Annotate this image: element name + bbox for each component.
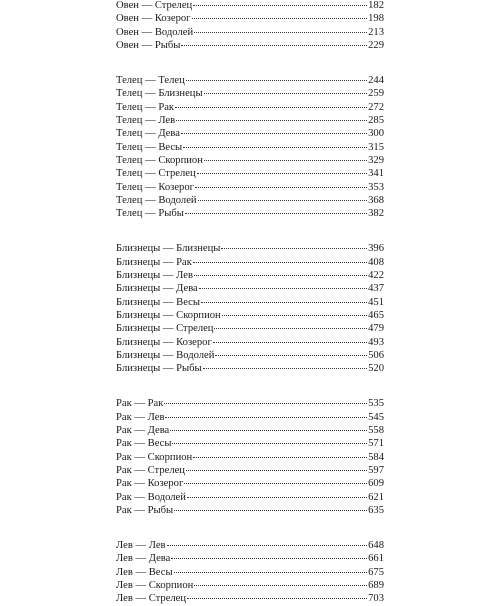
toc-entry-title: Овен — Водолей <box>116 26 194 38</box>
toc-entry-page-number: 675 <box>368 566 384 578</box>
toc-entry-title: Телец — Дева <box>116 128 180 140</box>
dot-leader <box>195 180 367 188</box>
dot-leader <box>165 410 367 418</box>
dot-leader <box>181 126 367 134</box>
toc-entry-page-number: 198 <box>368 13 384 25</box>
toc-entry-title: Близнецы — Стрелец <box>116 323 214 335</box>
toc-entry-title: Рак — Рак <box>116 398 164 410</box>
toc-entry-page-number: 182 <box>368 0 384 11</box>
dot-leader <box>199 281 367 289</box>
toc-entry-title: Близнецы — Скорпион <box>116 309 221 321</box>
toc-entry-page-number: 244 <box>368 75 384 87</box>
toc-entry[interactable] <box>116 411 384 424</box>
toc-entry[interactable] <box>116 141 384 154</box>
toc-entry-page-number: 315 <box>368 141 384 153</box>
dot-leader <box>187 591 367 599</box>
dot-leader <box>187 490 367 498</box>
toc-entry[interactable] <box>116 167 384 180</box>
dot-leader <box>204 86 368 94</box>
toc-entry[interactable] <box>116 336 384 349</box>
toc-entry-title: Рак — Стрелец <box>116 464 185 476</box>
toc-entry[interactable] <box>116 464 384 477</box>
toc-entry-title: Телец — Телец <box>116 75 185 87</box>
toc-entry-title: Овен — Козерог <box>116 13 191 25</box>
dot-leader <box>167 538 368 546</box>
toc-entry[interactable] <box>116 26 384 39</box>
toc-entry[interactable] <box>116 437 384 450</box>
toc-entry-title: Рак — Лев <box>116 411 165 423</box>
toc-entry-page-number: 353 <box>368 181 384 193</box>
dot-leader <box>183 140 367 148</box>
toc-entry[interactable] <box>116 127 384 140</box>
toc-entry-page-number: 506 <box>368 349 384 361</box>
dot-leader <box>194 268 367 276</box>
toc-entry-title: Телец — Рыбы <box>116 208 184 220</box>
toc-entry-title: Лев — Весы <box>116 566 173 578</box>
toc-entry-title: Близнецы — Близнецы <box>116 243 221 255</box>
toc-entry-page-number: 272 <box>368 101 384 113</box>
toc-entry-page-number: 520 <box>368 363 384 375</box>
toc-entry-page-number: 382 <box>368 208 384 220</box>
dot-leader <box>201 295 367 303</box>
toc-entry[interactable] <box>116 269 384 282</box>
toc-entry-page-number: 621 <box>368 491 384 503</box>
dot-leader <box>193 0 367 6</box>
toc-entry[interactable] <box>116 87 384 100</box>
toc-entry-title: Рак — Дева <box>116 425 170 437</box>
toc-entry[interactable] <box>116 12 384 25</box>
dot-leader <box>164 396 367 404</box>
toc-entry[interactable] <box>116 424 384 437</box>
toc-entry[interactable] <box>116 322 384 335</box>
dot-leader <box>203 361 367 369</box>
dot-leader <box>174 565 368 573</box>
dot-leader <box>221 241 367 249</box>
toc-entry-title: Телец — Рак <box>116 101 175 113</box>
dot-leader <box>215 348 367 356</box>
toc-entry-title: Телец — Скорпион <box>116 154 203 166</box>
toc-entry-page-number: 422 <box>368 270 384 282</box>
toc-entry-title: Овен — Рыбы <box>116 39 181 51</box>
toc-entry-page-number: 229 <box>368 39 384 51</box>
group-separator <box>116 52 384 74</box>
toc-entry-page-number: 597 <box>368 464 384 476</box>
toc-entry-page-number: 437 <box>368 283 384 295</box>
dot-leader <box>186 73 367 81</box>
dot-leader <box>181 38 367 46</box>
toc-entry-page-number: 661 <box>368 553 384 565</box>
group-separator <box>116 517 384 539</box>
toc-entry-page-number: 285 <box>368 115 384 127</box>
toc-entry-title: Близнецы — Весы <box>116 296 200 308</box>
dot-leader <box>197 166 367 174</box>
toc-entry-title: Рак — Козерог <box>116 478 184 490</box>
toc-entry-page-number: 689 <box>368 579 384 591</box>
toc-entry-title: Близнецы — Рыбы <box>116 363 202 375</box>
toc-entry-page-number: 451 <box>368 296 384 308</box>
dot-leader <box>185 206 367 214</box>
toc-entry-page-number: 493 <box>368 336 384 348</box>
dot-leader <box>194 25 367 33</box>
toc-entry[interactable] <box>116 242 384 255</box>
toc-entry[interactable] <box>116 592 384 605</box>
dot-leader <box>213 335 367 343</box>
toc-group <box>116 74 384 220</box>
toc-entry-page-number: 300 <box>368 128 384 140</box>
toc-entry[interactable] <box>116 114 384 127</box>
toc-entry-title: Телец — Весы <box>116 141 183 153</box>
toc-entry[interactable] <box>116 101 384 114</box>
dot-leader <box>170 423 367 431</box>
toc-entry[interactable] <box>116 39 384 52</box>
dot-leader <box>222 308 367 316</box>
toc-entry[interactable] <box>116 207 384 220</box>
toc-group <box>116 0 384 52</box>
dot-leader <box>198 193 368 201</box>
toc-entry-title: Телец — Козерог <box>116 181 194 193</box>
toc-entry[interactable] <box>116 282 384 295</box>
group-separator <box>116 220 384 242</box>
dot-leader <box>194 578 367 586</box>
dot-leader <box>192 11 368 19</box>
toc-entry[interactable] <box>116 194 384 207</box>
toc-entry-title: Рак — Водолей <box>116 491 186 503</box>
toc-entry-page-number: 558 <box>368 425 384 437</box>
dot-leader <box>176 113 367 121</box>
toc-entry-title: Телец — Водолей <box>116 194 197 206</box>
toc-entry-title: Близнецы — Дева <box>116 283 198 295</box>
dot-leader <box>186 463 367 471</box>
toc-entry-title: Лев — Стрелец <box>116 593 187 605</box>
toc-entry[interactable] <box>116 349 384 362</box>
dot-leader <box>175 100 367 108</box>
toc-entry[interactable] <box>116 74 384 87</box>
toc-entry-page-number: 341 <box>368 168 384 180</box>
toc-entry-page-number: 584 <box>368 451 384 463</box>
toc-entry-title: Телец — Стрелец <box>116 168 196 180</box>
toc-entry[interactable] <box>116 491 384 504</box>
toc-entry[interactable] <box>116 362 384 375</box>
toc-entry-page-number: 571 <box>368 438 384 450</box>
toc-entry-page-number: 703 <box>368 593 384 605</box>
toc-entry[interactable] <box>116 504 384 517</box>
toc-entry-page-number: 259 <box>368 88 384 100</box>
toc-entry[interactable] <box>116 256 384 269</box>
toc-entry[interactable] <box>116 181 384 194</box>
toc-entry[interactable] <box>116 566 384 579</box>
toc-entry[interactable] <box>116 552 384 565</box>
toc-entry-page-number: 535 <box>368 398 384 410</box>
dot-leader <box>174 503 367 511</box>
toc-entry[interactable] <box>116 154 384 167</box>
toc-entry-page-number: 648 <box>368 540 384 552</box>
toc-entry[interactable] <box>116 397 384 410</box>
toc-entry[interactable] <box>116 296 384 309</box>
toc-entry-title: Рак — Рыбы <box>116 504 174 516</box>
toc-entry-title: Лев — Лев <box>116 540 166 552</box>
toc-entry-page-number: 368 <box>368 194 384 206</box>
toc-entry-page-number: 396 <box>368 243 384 255</box>
toc-entry-page-number: 609 <box>368 478 384 490</box>
toc-entry-title: Овен — Стрелец <box>116 0 193 11</box>
toc-entry-page-number: 465 <box>368 309 384 321</box>
table-of-contents <box>116 0 384 606</box>
toc-entry-title: Рак — Весы <box>116 438 172 450</box>
dot-leader <box>214 321 367 329</box>
toc-entry-title: Телец — Близнецы <box>116 88 203 100</box>
toc-entry-page-number: 635 <box>368 504 384 516</box>
toc-entry-title: Лев — Скорпион <box>116 579 194 591</box>
toc-entry[interactable] <box>116 539 384 552</box>
dot-leader <box>193 255 367 263</box>
toc-group <box>116 397 384 517</box>
toc-entry[interactable] <box>116 309 384 322</box>
toc-entry[interactable] <box>116 477 384 490</box>
toc-entry-title: Телец — Лев <box>116 115 176 127</box>
toc-entry-page-number: 408 <box>368 256 384 268</box>
group-separator <box>116 375 384 397</box>
toc-entry-page-number: 213 <box>368 26 384 38</box>
toc-entry-title: Близнецы — Рак <box>116 256 192 268</box>
dot-leader <box>193 450 367 458</box>
dot-leader <box>172 436 367 444</box>
toc-entry-title: Лев — Дева <box>116 553 171 565</box>
dot-leader <box>171 551 367 559</box>
dot-leader <box>184 476 367 484</box>
toc-group <box>116 242 384 375</box>
dot-leader <box>204 153 367 161</box>
toc-entry[interactable] <box>116 579 384 592</box>
toc-entry[interactable] <box>116 451 384 464</box>
toc-group <box>116 539 384 605</box>
toc-entry-title: Близнецы — Лев <box>116 270 193 282</box>
toc-entry-title: Близнецы — Водолей <box>116 349 215 361</box>
toc-entry-title: Рак — Скорпион <box>116 451 193 463</box>
toc-entry-page-number: 329 <box>368 154 384 166</box>
toc-entry-page-number: 545 <box>368 411 384 423</box>
toc-entry-page-number: 479 <box>368 323 384 335</box>
toc-entry-title: Близнецы — Козерог <box>116 336 212 348</box>
